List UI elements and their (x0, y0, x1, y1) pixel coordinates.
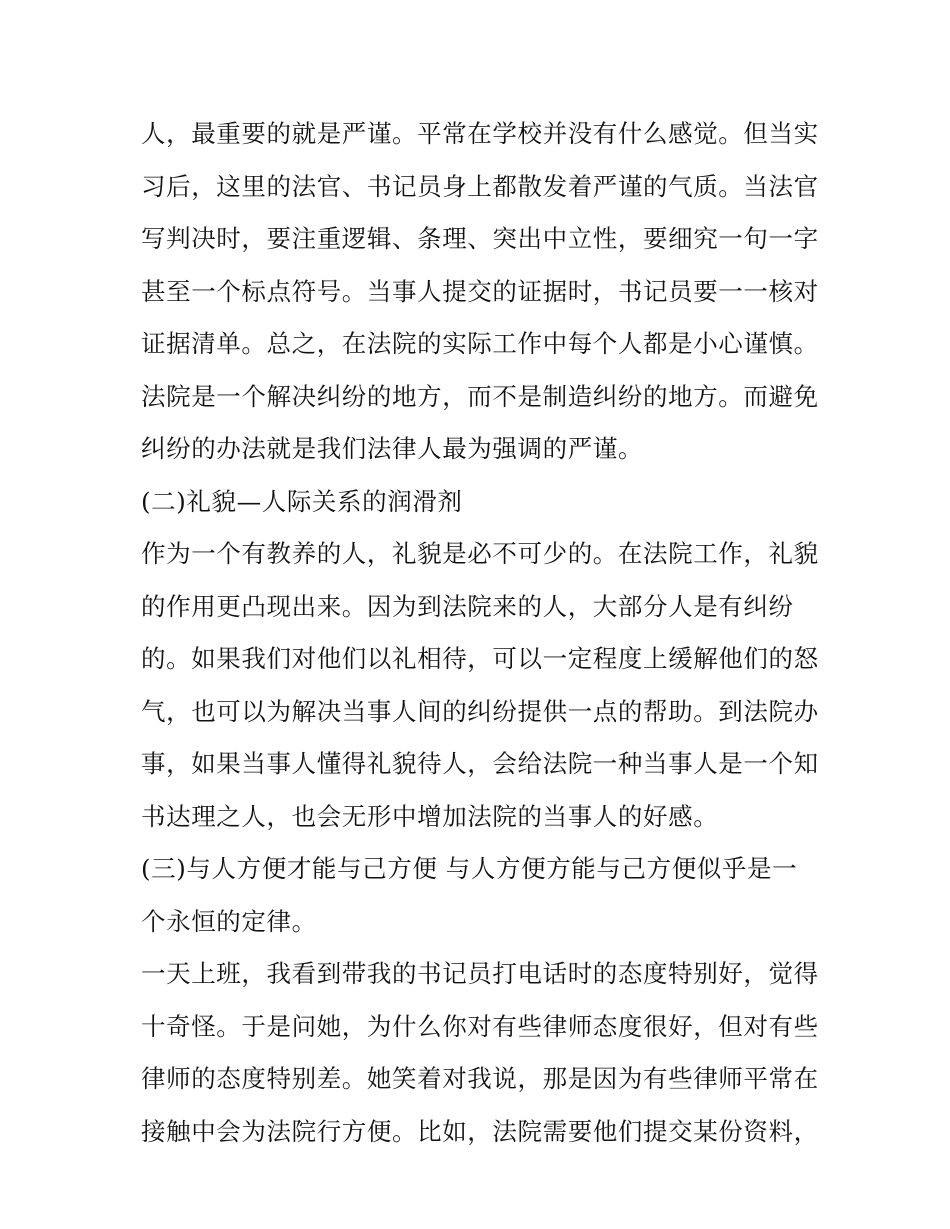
text-line: 证据清单。总之，在法院的实际工作中每个人都是小心谨慎。 (141, 329, 819, 358)
text-line: 书达理之人，也会无形中增加法院的当事人的好感。 (141, 801, 719, 831)
text-line: 个永恒的定律。 (141, 906, 317, 936)
text-line: 写判决时，要注重逻辑、条理、突出中立性，要细究一句一字 (141, 224, 819, 253)
text-line: 人，最重要的就是严谨。平常在学校并没有什么感觉。但当实 (141, 119, 819, 148)
text-line: 接触中会为法院行方便。比如，法院需要他们提交某份资料， (141, 1116, 819, 1146)
body-text (141, 108, 821, 1158)
text-line: 事，如果当事人懂得礼貌待人，会给法院一种当事人是一个知 (141, 749, 819, 778)
text-line: 法院是一个解决纠纷的地方，而不是制造纠纷的地方。而避免 (141, 381, 819, 411)
text-line: 一天上班，我看到带我的书记员打电话时的态度特别好，觉得 (141, 959, 819, 988)
text-line: 纠纷的办法就是我们法律人最为强调的严谨。 (141, 434, 643, 463)
text-line: 甚至一个标点符号。当事人提交的证据时，书记员要一一核对 (141, 276, 819, 306)
text-line: 律师的态度特别差。她笑着对我说，那是因为有些律师平常在 (141, 1064, 819, 1093)
text-line: 作为一个有教养的人，礼貌是必不可少的。在法院工作，礼貌 (141, 539, 819, 568)
text-line: 习后，这里的法官、书记员身上都散发着严谨的气质。当法官 (141, 171, 819, 201)
text-line: 气，也可以为解决当事人间的纠纷提供一点的帮助。到法院办 (141, 696, 819, 726)
text-line: 十奇怪。于是问她，为什么你对有些律师态度很好，但对有些 (141, 1011, 819, 1041)
text-line: 的作用更凸现出来。因为到法院来的人，大部分人是有纠纷 (141, 591, 794, 621)
section-heading: (三)与人方便才能与己方便 与人方便方能与己方便似乎是一 (141, 854, 798, 883)
section-heading: (二)礼貌—人际关系的润滑剂 (141, 486, 463, 516)
text-line: 的。如果我们对他们以礼相待，可以一定程度上缓解他们的怒 (141, 644, 819, 673)
